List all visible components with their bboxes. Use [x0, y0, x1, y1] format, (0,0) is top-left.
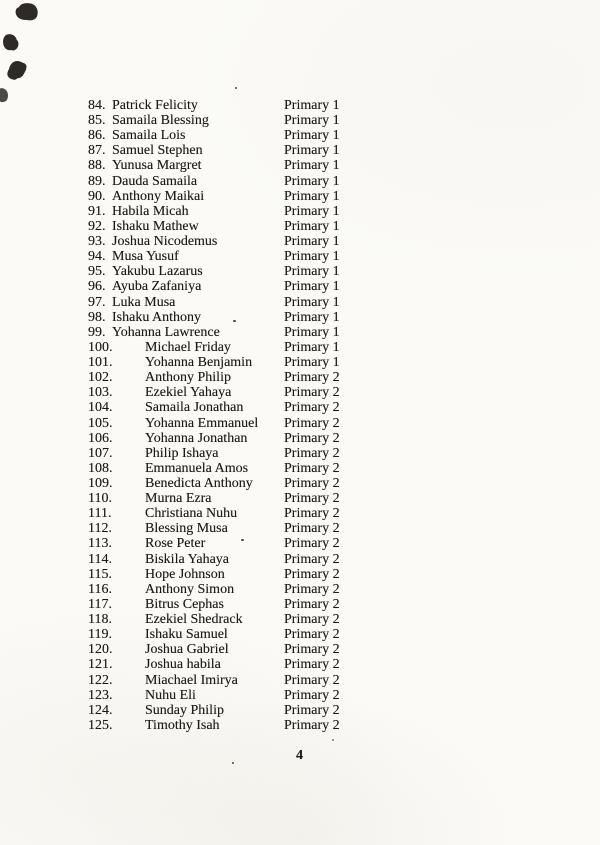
- row-number: 100.: [88, 339, 113, 355]
- class-label: Primary 2: [284, 476, 340, 491]
- class-label: Primary 2: [284, 672, 340, 688]
- student-name: Blessing Musa: [145, 521, 228, 537]
- class-label: Primary 1: [284, 339, 340, 355]
- row-number: 91.: [88, 203, 106, 219]
- row-number: 88.: [88, 158, 106, 174]
- list-row: [0, 385, 600, 400]
- class-label: Primary 2: [284, 702, 340, 718]
- row-number: 109.: [88, 476, 113, 491]
- student-name: Patrick Felicity: [112, 98, 198, 113]
- list-row: [0, 174, 600, 189]
- scan-speck: [241, 539, 244, 541]
- row-number: 119.: [88, 627, 112, 643]
- list-row: [0, 234, 600, 249]
- class-label: Primary 2: [284, 657, 340, 673]
- page-number: 4: [296, 748, 303, 763]
- student-name: Biskila Yahaya: [145, 551, 229, 567]
- class-label: Primary 1: [284, 279, 340, 295]
- row-number: 86.: [88, 128, 106, 144]
- row-number: 108.: [88, 460, 113, 476]
- scan-speck: [235, 87, 237, 89]
- student-name: Ishaku Mathew: [112, 218, 199, 234]
- student-name: Samaila Lois: [112, 128, 186, 144]
- student-name: Emmanuela Amos: [145, 460, 249, 476]
- student-name: Nuhu Eli: [145, 687, 196, 703]
- student-name: Samaila Blessing: [112, 113, 209, 129]
- list-row: [0, 612, 600, 627]
- student-name: Timothy Isah: [145, 717, 220, 733]
- list-row: [0, 597, 600, 612]
- student-name: Christiana Nuhu: [145, 506, 238, 522]
- list-row: [0, 567, 600, 582]
- list-row: [0, 476, 600, 491]
- row-number: 90.: [88, 188, 106, 204]
- list-row: [0, 325, 600, 340]
- class-label: Primary 2: [284, 612, 340, 628]
- list-row: [0, 219, 600, 234]
- row-number: 115.: [88, 566, 112, 582]
- student-name: Yohanna Emmanuel: [145, 415, 259, 431]
- list-row: [0, 128, 600, 143]
- student-name: Joshua Gabriel: [145, 642, 229, 658]
- list-row: [0, 189, 600, 204]
- class-label: Primary 2: [284, 400, 340, 416]
- student-name: Yohanna Lawrence: [112, 324, 220, 340]
- row-number: 103.: [88, 385, 113, 401]
- list-row: [0, 582, 600, 597]
- row-number: 112.: [88, 521, 112, 537]
- class-label: Primary 2: [284, 566, 340, 582]
- student-name: Yakubu Lazarus: [112, 264, 203, 280]
- class-label: Primary 1: [284, 294, 340, 310]
- list-row: [0, 158, 600, 173]
- student-name: Michael Friday: [145, 339, 231, 355]
- class-label: Primary 1: [284, 98, 340, 113]
- student-name: Rose Peter: [145, 536, 206, 552]
- row-number: 120.: [88, 642, 113, 658]
- class-label: Primary 2: [284, 445, 340, 461]
- list-row: [0, 552, 600, 567]
- student-name: Ezekiel Yahaya: [145, 385, 232, 401]
- list-row: [0, 249, 600, 264]
- class-label: Primary 2: [284, 687, 340, 703]
- row-number: 114.: [88, 551, 112, 567]
- row-number: 102.: [88, 370, 113, 386]
- row-number: 113.: [88, 536, 112, 552]
- list-row: [0, 657, 600, 672]
- class-label: Primary 1: [284, 264, 340, 280]
- student-name: Ishaku Samuel: [145, 627, 228, 643]
- student-name: Miachael Imirya: [145, 672, 238, 688]
- student-name: Ezekiel Shedrack: [145, 612, 243, 628]
- row-number: 105.: [88, 415, 113, 431]
- student-name: Dauda Samaila: [112, 173, 198, 189]
- row-number: 94.: [88, 249, 106, 265]
- list-row: [0, 446, 600, 461]
- row-number: 96.: [88, 279, 106, 295]
- list-row: [0, 491, 600, 506]
- class-label: Primary 2: [284, 581, 340, 597]
- row-number: 104.: [88, 400, 113, 416]
- student-name: Ishaku Anthony: [112, 309, 202, 325]
- class-label: Primary 2: [284, 506, 340, 522]
- list-row: [0, 370, 600, 385]
- class-label: Primary 2: [284, 551, 340, 567]
- list-row: [0, 113, 600, 128]
- student-name: Yohanna Jonathan: [145, 430, 248, 446]
- list-row: [0, 642, 600, 657]
- student-name: Sunday Philip: [145, 702, 224, 718]
- list-row: [0, 536, 600, 551]
- class-label: Primary 2: [284, 536, 340, 552]
- list-row: [0, 279, 600, 294]
- row-number: 98.: [88, 309, 106, 325]
- list-row: [0, 143, 600, 158]
- class-label: Primary 1: [284, 249, 340, 265]
- list-row: [0, 703, 600, 718]
- row-number: 93.: [88, 234, 106, 250]
- row-number: 95.: [88, 264, 106, 280]
- list-row: [0, 400, 600, 415]
- list-row: [0, 310, 600, 325]
- class-label: Primary 1: [284, 218, 340, 234]
- student-name: Anthony Philip: [145, 370, 231, 386]
- list-row: [0, 718, 600, 733]
- scan-speck: [332, 739, 334, 741]
- student-name: Bitrus Cephas: [145, 596, 224, 612]
- student-name: Joshua Nicodemus: [112, 234, 218, 250]
- class-label: Primary 1: [284, 309, 340, 325]
- class-label: Primary 1: [284, 203, 340, 219]
- row-number: 124.: [88, 702, 113, 718]
- student-name: Samuel Stephen: [112, 143, 203, 159]
- list-row: [0, 431, 600, 446]
- list-row: [0, 340, 600, 355]
- row-number: 87.: [88, 143, 106, 159]
- student-name: Hope Johnson: [145, 566, 225, 582]
- list-row: [0, 627, 600, 642]
- row-number: 106.: [88, 430, 113, 446]
- class-label: Primary 2: [284, 430, 340, 446]
- list-row: [0, 673, 600, 688]
- student-name: Habila Micah: [112, 203, 189, 219]
- class-label: Primary 1: [284, 355, 340, 371]
- row-number: 110.: [88, 491, 112, 507]
- row-number: 111.: [88, 506, 112, 522]
- list-row: [0, 461, 600, 476]
- student-name: Yunusa Margret: [112, 158, 202, 174]
- row-number: 117.: [88, 596, 112, 612]
- student-name: Luka Musa: [112, 294, 176, 310]
- student-name: Philip Ishaya: [145, 445, 219, 461]
- class-label: Primary 2: [284, 627, 340, 643]
- list-row: [0, 204, 600, 219]
- class-label: Primary 1: [284, 128, 340, 144]
- list-row: [0, 98, 600, 113]
- list-row: [0, 416, 600, 431]
- list-row: [0, 506, 600, 521]
- list-row: [0, 295, 600, 310]
- row-number: 89.: [88, 173, 106, 189]
- student-name: Ayuba Zafaniya: [112, 279, 202, 295]
- class-label: Primary 1: [284, 188, 340, 204]
- student-name: Joshua habila: [145, 657, 221, 673]
- row-number: 123.: [88, 687, 113, 703]
- class-label: Primary 2: [284, 521, 340, 537]
- row-number: 85.: [88, 113, 106, 129]
- list-row: [0, 521, 600, 536]
- row-number: 116.: [88, 581, 112, 597]
- row-number: 121.: [88, 657, 113, 673]
- student-name: Musa Yusuf: [112, 249, 179, 265]
- row-number: 92.: [88, 218, 106, 234]
- class-label: Primary 2: [284, 717, 340, 733]
- class-label: Primary 1: [284, 173, 340, 189]
- row-number: 118.: [88, 612, 112, 628]
- row-number: 122.: [88, 672, 113, 688]
- class-label: Primary 2: [284, 460, 340, 476]
- scan-speck: [232, 762, 234, 764]
- class-label: Primary 1: [284, 158, 340, 174]
- list-row: [0, 355, 600, 370]
- class-label: Primary 1: [284, 234, 340, 250]
- student-name: Samaila Jonathan: [145, 400, 244, 416]
- row-number: 107.: [88, 445, 113, 461]
- row-number: 97.: [88, 294, 106, 310]
- class-label: Primary 2: [284, 370, 340, 386]
- list-row: [0, 688, 600, 703]
- class-label: Primary 1: [284, 113, 340, 129]
- student-name: Murna Ezra: [145, 491, 212, 507]
- class-label: Primary 2: [284, 642, 340, 658]
- student-name: Anthony Maikai: [112, 188, 205, 204]
- student-name: Anthony Simon: [145, 581, 235, 597]
- row-number: 84.: [88, 98, 106, 113]
- class-label: Primary 2: [284, 415, 340, 431]
- row-number: 99.: [88, 324, 106, 340]
- list-row: [0, 264, 600, 279]
- scan-speck: [233, 320, 236, 322]
- student-name: Benedicta Anthony: [145, 476, 253, 491]
- student-name: Yohanna Benjamin: [145, 355, 253, 371]
- class-label: Primary 2: [284, 596, 340, 612]
- class-label: Primary 2: [284, 491, 340, 507]
- class-label: Primary 2: [284, 385, 340, 401]
- row-number: 101.: [88, 355, 113, 371]
- class-label: Primary 1: [284, 324, 340, 340]
- class-label: Primary 1: [284, 143, 340, 159]
- row-number: 125.: [88, 717, 113, 733]
